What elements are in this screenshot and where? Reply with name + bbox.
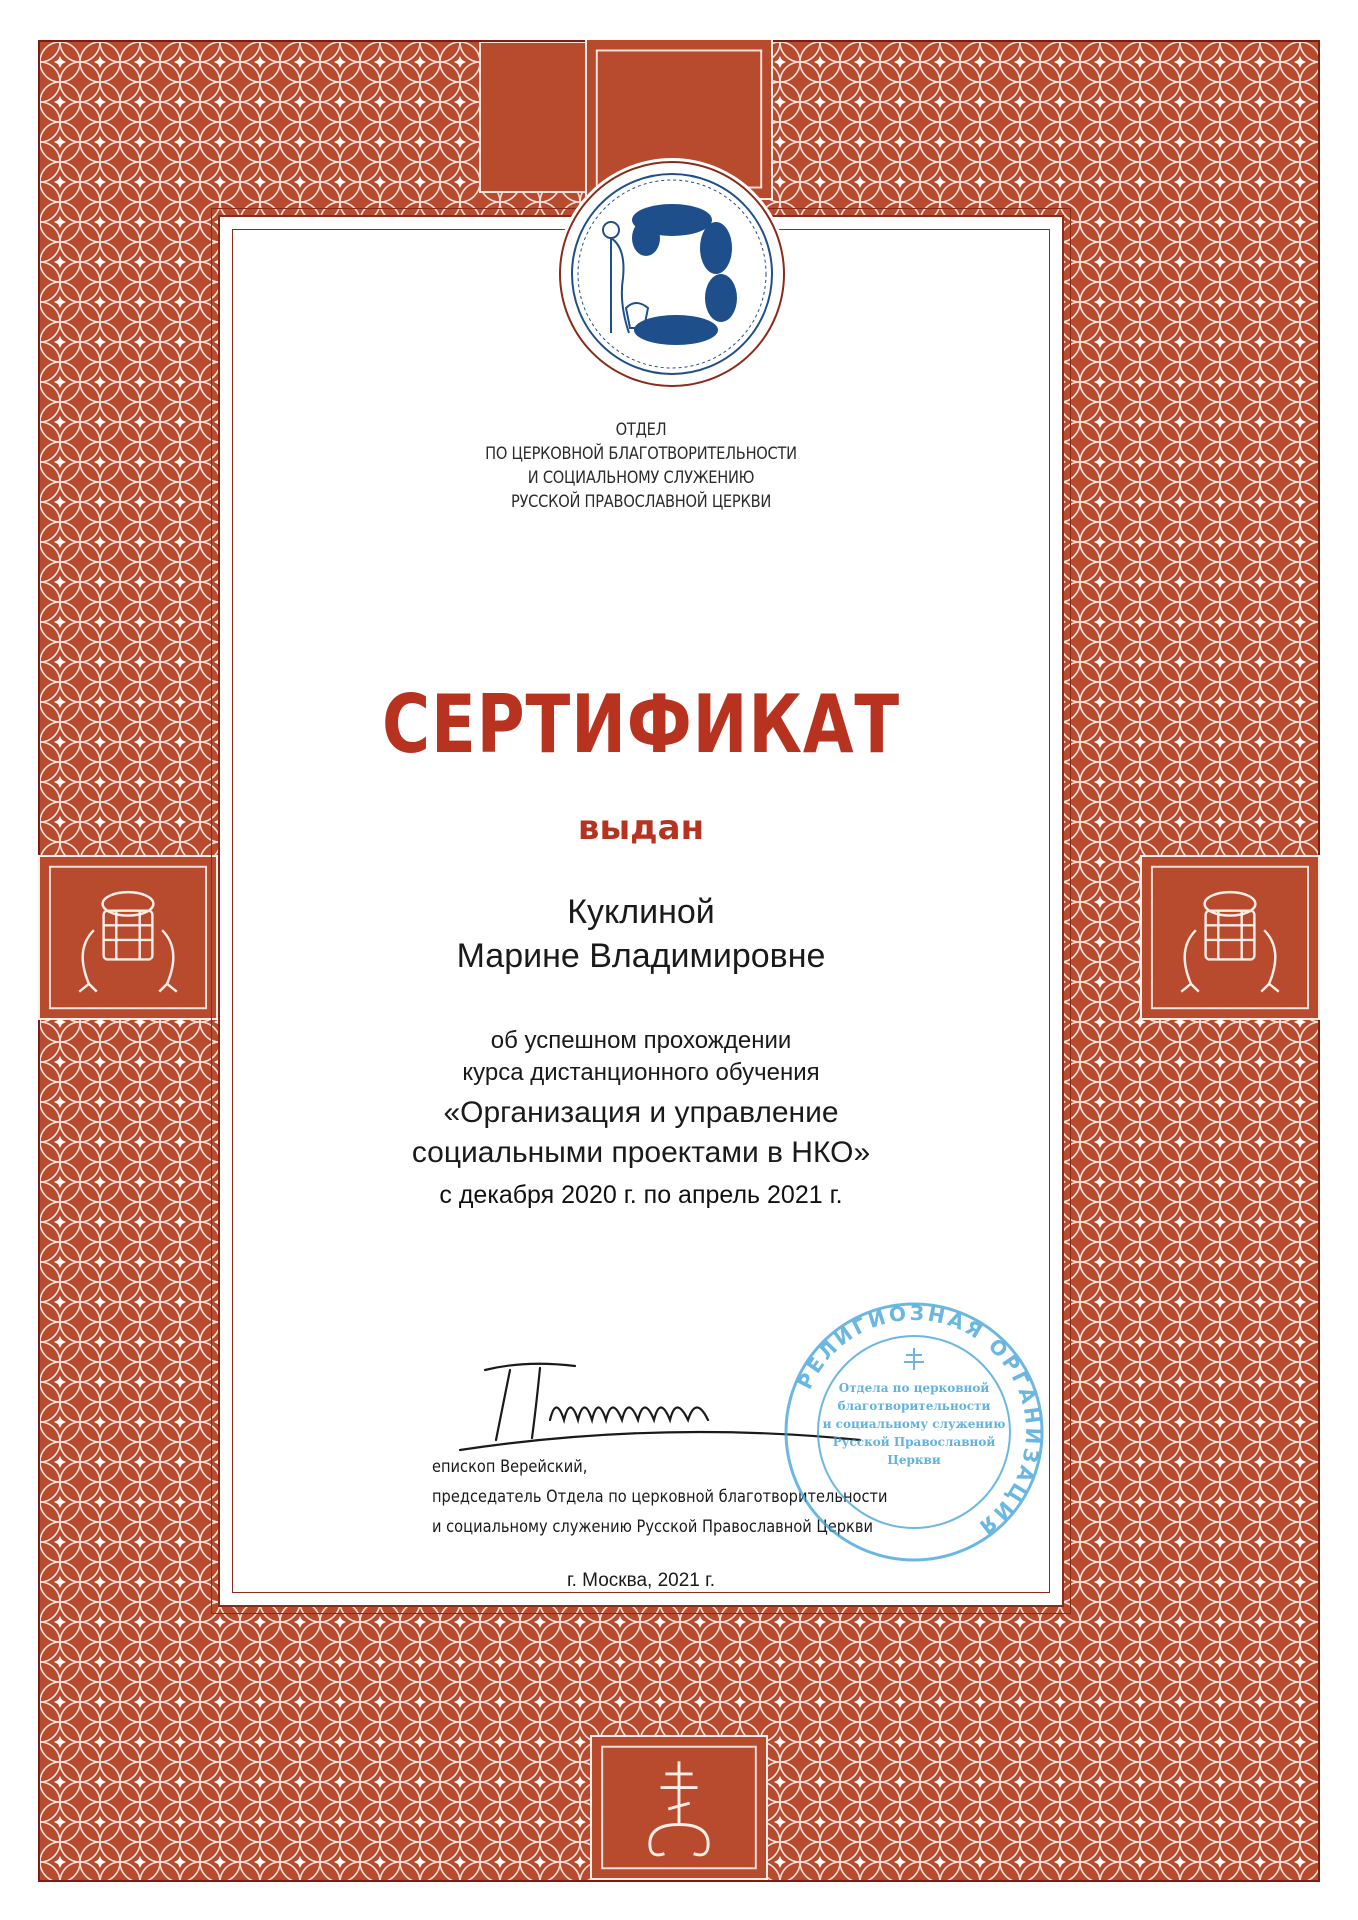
- cross-ornament-icon: [592, 1737, 766, 1878]
- organization-block: [218, 418, 1064, 514]
- org-line-3: И СОЦИАЛЬНОМУ СЛУЖЕНИЮ: [527, 468, 755, 488]
- place-date: г. Москва, 2021 г.: [566, 1570, 716, 1591]
- fish-basket-icon: [1142, 857, 1318, 1018]
- bottom-cross-panel: [590, 1735, 768, 1880]
- body-line-1: об успешном прохождении: [490, 1027, 792, 1054]
- signer-line-3: и социальному служению Русской Православной Церкви: [432, 1517, 874, 1537]
- recipient-block: [218, 890, 1064, 978]
- department-emblem: [556, 158, 788, 390]
- stamp-line-4: Русской Православной: [832, 1435, 996, 1449]
- course-title-line-1: «Организация и управление: [443, 1096, 839, 1129]
- emblem-icon: [556, 158, 788, 390]
- issued-block: [218, 808, 1064, 848]
- official-stamp: [780, 1298, 1048, 1566]
- org-line-2: ПО ЦЕРКОВНОЙ БЛАГОТВОРИТЕЛЬНОСТИ: [485, 444, 797, 464]
- course-period: с декабря 2020 г. по апрель 2021 г.: [439, 1181, 843, 1209]
- recipient-surname: Куклиной: [567, 893, 715, 931]
- certificate-title: СЕРТИФИКАТ: [382, 678, 900, 771]
- stamp-line-5: Церкви: [887, 1453, 941, 1467]
- signer-line-2: председатель Отдела по церковной благотворительности: [432, 1487, 888, 1507]
- course-title-line-2: социальными проектами в НКО»: [411, 1136, 871, 1169]
- stamp-line-1: Отдела по церковной: [838, 1381, 990, 1395]
- title-block: [218, 680, 1064, 770]
- recipient-name: Марине Владимировне: [456, 937, 826, 975]
- issued-label: выдан: [577, 808, 705, 848]
- stamp-seal-icon: [780, 1298, 1048, 1566]
- org-line-1: ОТДЕЛ: [615, 420, 667, 440]
- fish-basket-icon: [40, 857, 216, 1018]
- stamp-outer-text: РЕЛИГИОЗНАЯ ОРГАНИЗАЦИЯ: [792, 1300, 1046, 1541]
- right-fish-panel: [1140, 855, 1320, 1020]
- body-block: [218, 1025, 1064, 1211]
- left-fish-panel: [38, 855, 218, 1020]
- body-line-2: курса дистанционного обучения: [462, 1059, 820, 1086]
- org-line-4: РУССКОЙ ПРАВОСЛАВНОЙ ЦЕРКВИ: [510, 492, 772, 512]
- stamp-line-3: и социальному служению: [822, 1417, 1006, 1431]
- stamp-line-2: благотворительности: [837, 1399, 991, 1413]
- signer-line-1: епископ Верейский,: [432, 1457, 588, 1477]
